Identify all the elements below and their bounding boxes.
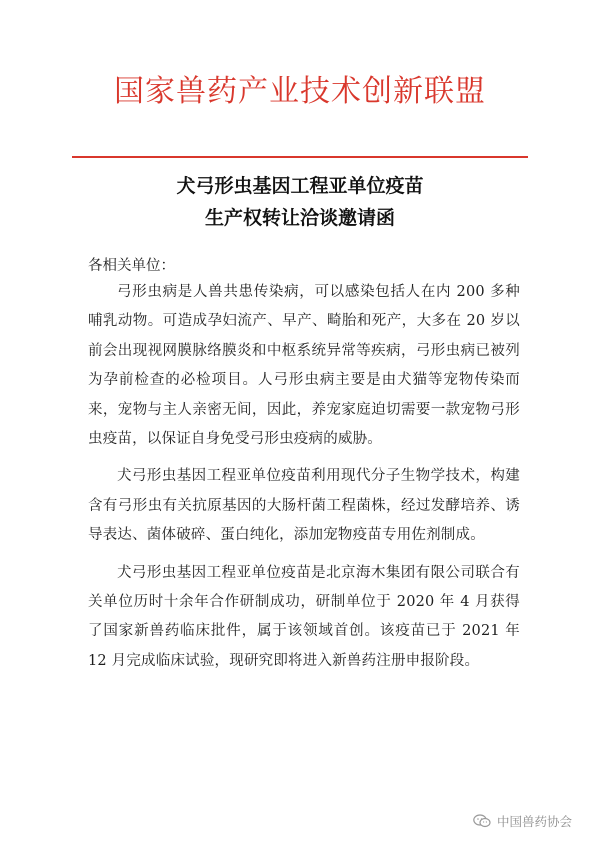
paragraph-2: 犬弓形虫基因工程亚单位疫苗利用现代分子生物学技术，构建含有弓形虫有关抗原基因的大肠杆菌工程菌株，经过发酵培养、诱导表达、菌体破碎、蛋白纯化，添加宠物疫苗专用佐剂制成。 xyxy=(88,468,520,544)
title-line-1: 犬弓形虫基因工程亚单位疫苗 xyxy=(176,175,424,197)
organization-header: 国家兽药产业技术创新联盟 xyxy=(114,74,486,109)
watermark-text: 中国兽药协会 xyxy=(496,814,572,829)
document-body xyxy=(88,278,520,684)
paragraph-3: 犬弓形虫基因工程亚单位疫苗是北京海木集团有限公司联合有关单位历时十余年合作研制成功，研制单位于 2020 年 4 月获得了国家新兽药临床批件，属于该领域首创。该疫苗已于 2021 年 12 月完成临床试验，现研究即将进入新兽药注册申报阶段。 xyxy=(88,564,520,669)
title-line-2: 生产权转让洽谈邀请函 xyxy=(204,207,395,229)
paragraph-1: 弓形虫病是人兽共患传染病，可以感染包括人在内 200 多种哺乳动物。可造成孕妇流产、早产、畸胎和死产，大多在 20 岁以前会出现视网膜脉络膜炎和中枢系统异常等疾病，弓形虫病已被列为孕前检查的必检项目。人弓形虫病主要是由犬猫等宠物传染而来，宠物与主人亲密无间，因此，养宠家庭迫切需要一款宠物弓形虫疫苗，以保证自身免受弓形虫疫病的威胁。 xyxy=(88,284,520,448)
document-title xyxy=(0,170,600,234)
header-divider xyxy=(72,156,528,158)
salutation: 各相关单位： xyxy=(88,258,175,274)
source-watermark xyxy=(473,812,572,830)
wechat-icon xyxy=(473,814,491,828)
